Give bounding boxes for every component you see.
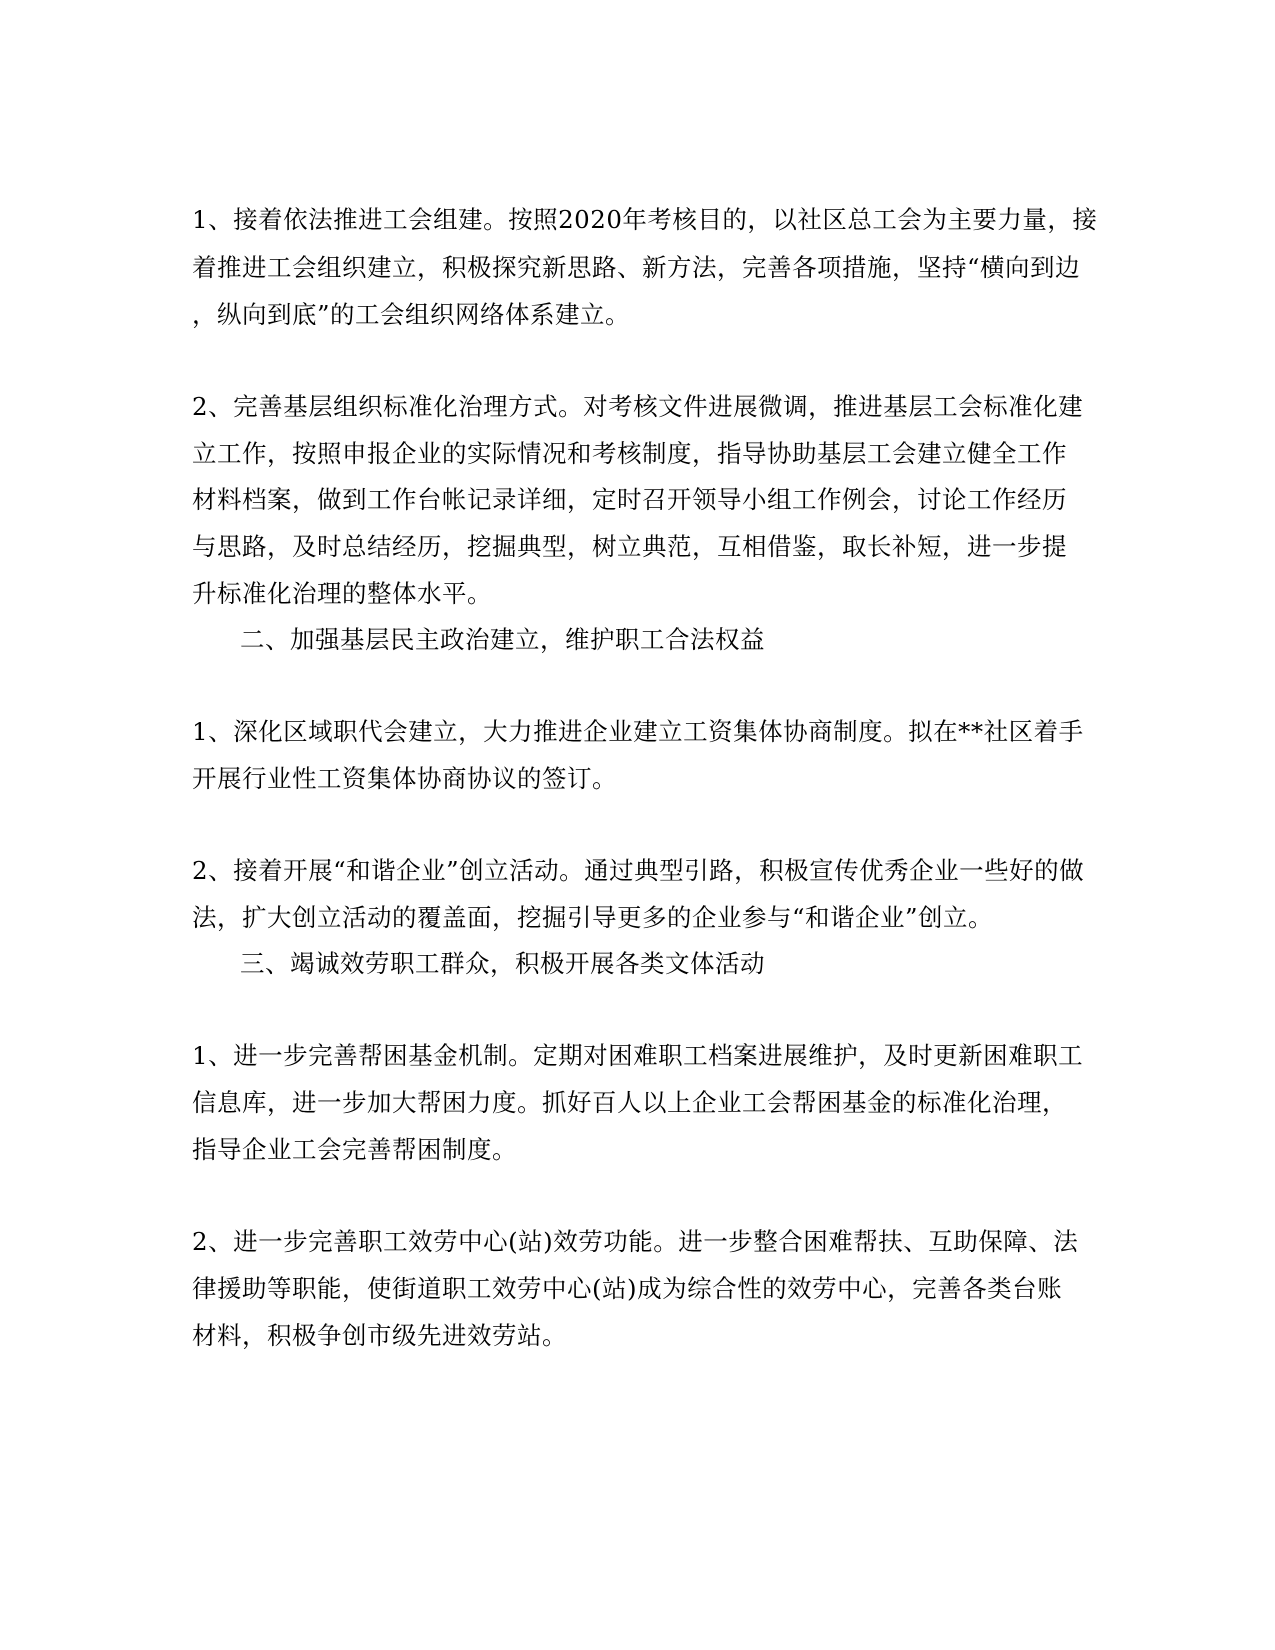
text-line: 法，扩大创立活动的覆盖面，挖掘引导更多的企业参与“和谐企业”创立。: [192, 903, 994, 932]
text-line: 1、进一步完善帮困基金机制。定期对困难职工档案进展维护，及时更新困难职工: [192, 1041, 1084, 1070]
text-line: 1、接着依法推进工会组建。按照2020年考核目的，以社区总工会为主要力量，接: [192, 205, 1098, 234]
section-heading: 三、竭诚效劳职工群众，积极开展各类文体活动: [240, 949, 765, 978]
text-line: 材料，积极争创市级先进效劳站。: [192, 1321, 567, 1350]
text-line: 升标准化治理的整体水平。: [192, 579, 492, 608]
text-line: 2、进一步完善职工效劳中心(站)效劳功能。进一步整合困难帮扶、互助保障、法: [192, 1227, 1079, 1256]
text-line: 指导企业工会完善帮困制度。: [192, 1135, 517, 1164]
text-line: ，纵向到底”的工会组织网络体系建立。: [192, 300, 631, 329]
text-line: 1、深化区域职代会建立，大力推进企业建立工资集体协商制度。拟在**社区着手: [192, 717, 1084, 746]
text-line: 信息库，进一步加大帮困力度。抓好百人以上企业工会帮困基金的标准化治理，: [192, 1088, 1067, 1117]
text-line: 着推进工会组织建立，积极探究新思路、新方法，完善各项措施，坚持“横向到边: [192, 253, 1081, 282]
text-line: 立工作，按照申报企业的实际情况和考核制度，指导协助基层工会建立健全工作: [192, 439, 1067, 468]
text-line: 2、完善基层组织标准化治理方式。对考核文件进展微调，推进基层工会标准化建: [192, 392, 1084, 421]
text-line: 材料档案，做到工作台帐记录详细，定时召开领导小组工作例会，讨论工作经历: [192, 485, 1067, 514]
text-line: 开展行业性工资集体协商协议的签订。: [192, 764, 617, 793]
section-heading: 二、加强基层民主政治建立，维护职工合法权益: [240, 625, 765, 654]
text-line: 与思路，及时总结经历，挖掘典型，树立典范，互相借鉴，取长补短，进一步提: [192, 532, 1067, 561]
text-line: 律援助等职能，使街道职工效劳中心(站)成为综合性的效劳中心，完善各类台账: [192, 1274, 1063, 1303]
text-line: 2、接着开展“和谐企业”创立活动。通过典型引路，积极宣传优秀企业一些好的做: [192, 856, 1085, 885]
